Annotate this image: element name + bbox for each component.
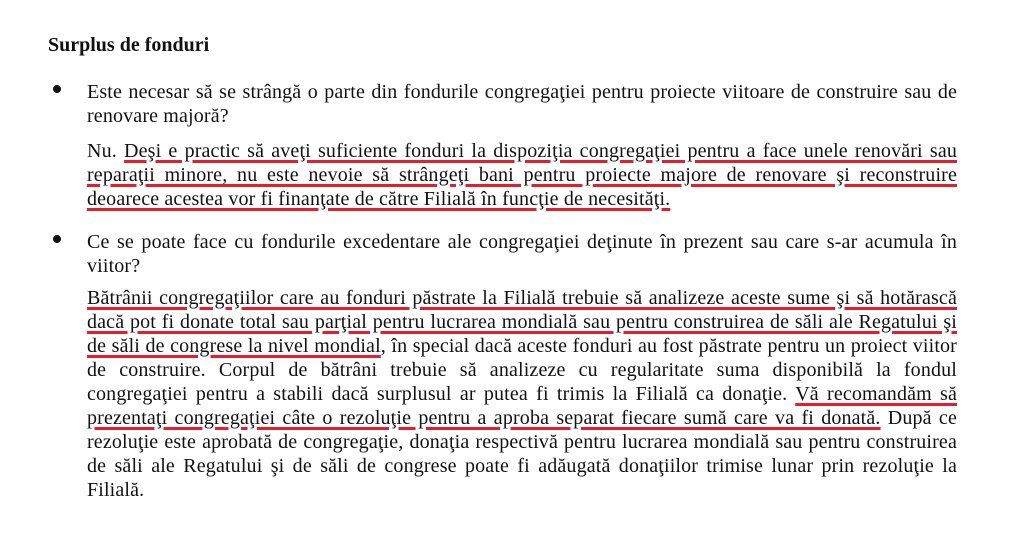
answer-1-intro: Nu. <box>87 140 125 162</box>
question-1: Este necesar să se strângă o parte din fondurile congregaţiei pentru proiecte viitoare de construire sau de renovare majoră? <box>87 81 957 127</box>
answer-1 <box>87 139 957 211</box>
answer-2-end: După ce rezoluţie este aprobată de congregaţie, donaţia respectivă pentru lucrarea mondială sau pentru construirea de săli ale Regatului şi de săli de congrese poate fi adăugată donaţiilor trimise lunar prin rezoluţie la Filială. <box>87 407 957 501</box>
section-heading: Surplus de fonduri <box>48 34 210 56</box>
question-2: Ce se poate face cu fondurile excedentare ale congregaţiei deţinute în prezent sau care s-ar acumula în viitor? <box>87 231 957 277</box>
answer-2-underlined-2: Vă recomandăm să prezentaţi congregaţiei câte o rezoluţie pentru a aproba separat fiecare sumă care va fi donată. <box>87 383 957 429</box>
answer-2-underlined-1: Bătrânii congregaţiilor care au fonduri păstrate la Filială trebuie să analizeze aceste sume şi să hotărască dacă pot fi donate total sau parţial pentru lucrarea mondială sau pentru construirea de săli ale Regatului şi de săli de congrese la nivel mondial <box>87 287 957 357</box>
answer-2-middle: , în special dacă aceste fonduri au fost păstrate pentru un proiect viitor de construire. Corpul de bătrâni trebuie să analizeze cu regularitate suma disponibilă la fondul congregaţiei pentru a stabili dacă surplusul ar putea fi trimis la Filială ca donaţie. <box>87 335 957 405</box>
answer-1-underlined: Deşi e practic să aveţi suficiente fonduri la dispoziţia congregaţiei pentru a face unele renovări sau reparaţii minore, nu este nevoie să strângeţi bani pentru proiecte majore de renovare şi reconstruire deoarece acestea vor fi finanţate de către Filială în funcţie de necesităţi. <box>87 140 957 210</box>
answer-2 <box>87 286 957 526</box>
bullet-question-1 <box>53 85 61 93</box>
bullet-question-2 <box>53 235 61 243</box>
